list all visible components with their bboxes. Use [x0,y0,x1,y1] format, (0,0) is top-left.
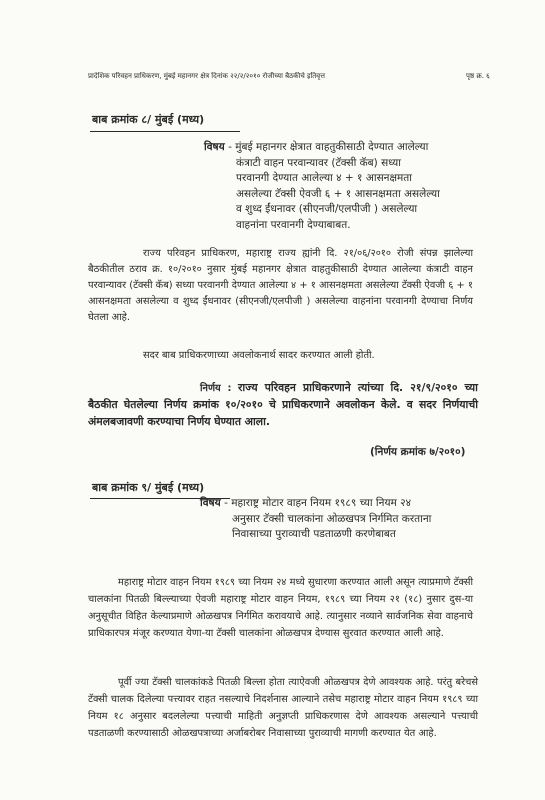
item8-subject-line-2: कंत्राटी वाहन परवान्यावर (टॅक्सी कॅब) सध्या [236,156,401,169]
item8-subject-line-5: व शुध्द ईंधनावर (सीएनजी/एलपीजी ) असलेल्या [236,203,418,216]
item9-subject [200,496,431,543]
item9-paragraph-2: पूर्वी ज्या टॅक्सी चालकांकडे पितळी बिल्ला होता त्याऐवजी ओळखपत्र देणे आवश्यक आहे. परंतु बरेचसे टॅक्सी चालक दिलेल्या पत्त्यावर राहत नसल्याचे निदर्शनास आल्याने तसेच महाराष्ट्र मोटार वाहन नियम १९८९ च्या नियम १८ अनुसार बदललेल्या पत्त्याची माहिती अनुज्ञप्ती प्राधिकरणास देणे आवश्यक असल्याने पत्त्याची पडताळणी करण्यासाठी ओळखपत्राच्या अर्जाबरोबर निवासाच्या पुराव्याची मागणी करण्यात येत आहे. [88,677,478,739]
item9-subject-line-2: अनुसार टॅक्सी चालकांना ओळखपत्र निर्गमित करताना [232,512,432,525]
item8-heading-underline [90,131,240,132]
item9-subject-line-1: विषय - महाराष्ट्र मोटार वाहन नियम १९८९ च्या नियम २४ [200,497,412,509]
item8-decision [88,380,478,431]
decision-reference: (निर्णय क्रमांक ७/२०१०) [370,446,466,458]
page-number: पृष्ठ क्र. ६ [466,72,490,80]
item8-paragraph-1: राज्य परिवहन प्राधिकरण, महाराष्ट्र राज्य ह्यांनी दि. २१/०६/२०१० रोजी संपन्न झालेल्या बैठकीतील ठराव क्र. १०/२०१० नुसार मुंबई महानगर क्षेत्रात वाहतुकीसाठी देण्यात आलेल्या कंत्राटी वाहन परवान्यावर (टॅक्सी कॅब) सध्या परवानगी देण्यात आलेल्या ४ + १ आसनक्षमता असलेल्या टॅक्सी ऐवजी ६ + १ आसनक्षमता असलेल्या व शुध्द ईंधनावर (सीएनजी/एलपीजी ) असलेल्या वाहनांना परवानगी देण्याचा निर्णय घेतला आहे. [88,248,473,323]
item8-subject-line-4: असलेल्या टॅक्सी ऐवजी ६ + १ आसनक्षमता असलेल्या [236,187,440,200]
decision-text: राज्य परिवहन प्राधिकरणाने त्यांच्या दि. २१/९/२०१० च्या बैठकीत घेतलेल्या निर्णय क्रमांक १०/२०१० चे प्राधिकरणाने अवलोकन केले. व सदर निर्णयाची अंमलबजावणी करण्याचा निर्णय घेण्यात आला. [88,381,478,428]
item9-heading: बाब क्रमांक ९/ मुंबई (मध्य) [92,481,205,494]
item8-subject-line-1: विषय - मुंबई महानगर क्षेत्रात वाहतुकीसाठी देण्यात आलेल्या [204,141,429,153]
item9-subject-label: विषय [200,497,221,509]
item8-paragraph-2: सदर बाब प्राधिकरणाच्या अवलोकनार्थ सादर करण्यात आली होती. [143,350,375,361]
item8-subject-line-6: वाहनांना परवानगी देण्याबाबत. [236,218,351,231]
item8-heading: बाब क्रमांक ८/ मुंबई (मध्य) [92,113,205,126]
decision-label: निर्णय : [200,383,232,394]
running-header: प्रादेशिक परिवहन प्राधिकरण, मुंबई महानगर क्षेत्र दिनांक २२/२/२०१० रोजीच्या बैठकीचे इतिवृत्त [88,72,326,80]
item8-subject [204,140,440,234]
item9-paragraph-1: महाराष्ट्र मोटार वाहन नियम १९८९ च्या नियम २४ मध्ये सुधारणा करण्यात आली असून त्याप्रमाणे टॅक्सी चालकांना पितळी बिल्ल्याच्या ऐवजी महाराष्ट्र मोटार वाहन नियम, १९८९ च्या नियम २१ (१८) नुसार दुस-या अनुसूचीत विहित केल्याप्रमाणे ओळखपत्र निर्गमित करावयाचे आहे. त्यानुसार नव्याने सार्वजनिक सेवा वाहनाचे प्राधिकारपत्र मंजूर करण्यात येणा-या टॅक्सी चालकांना ओळखपत्र देण्यास सुरवात करण्यात आली आहे. [88,577,473,639]
item8-subject-line-3: परवानगी देण्यात आलेल्या ४ + १ आसनक्षमता [236,172,413,185]
item9-subject-line-3: निवासाच्या पुराव्याची पडताळणी करणेबाबत [232,528,396,541]
item8-subject-label: विषय [204,141,225,153]
